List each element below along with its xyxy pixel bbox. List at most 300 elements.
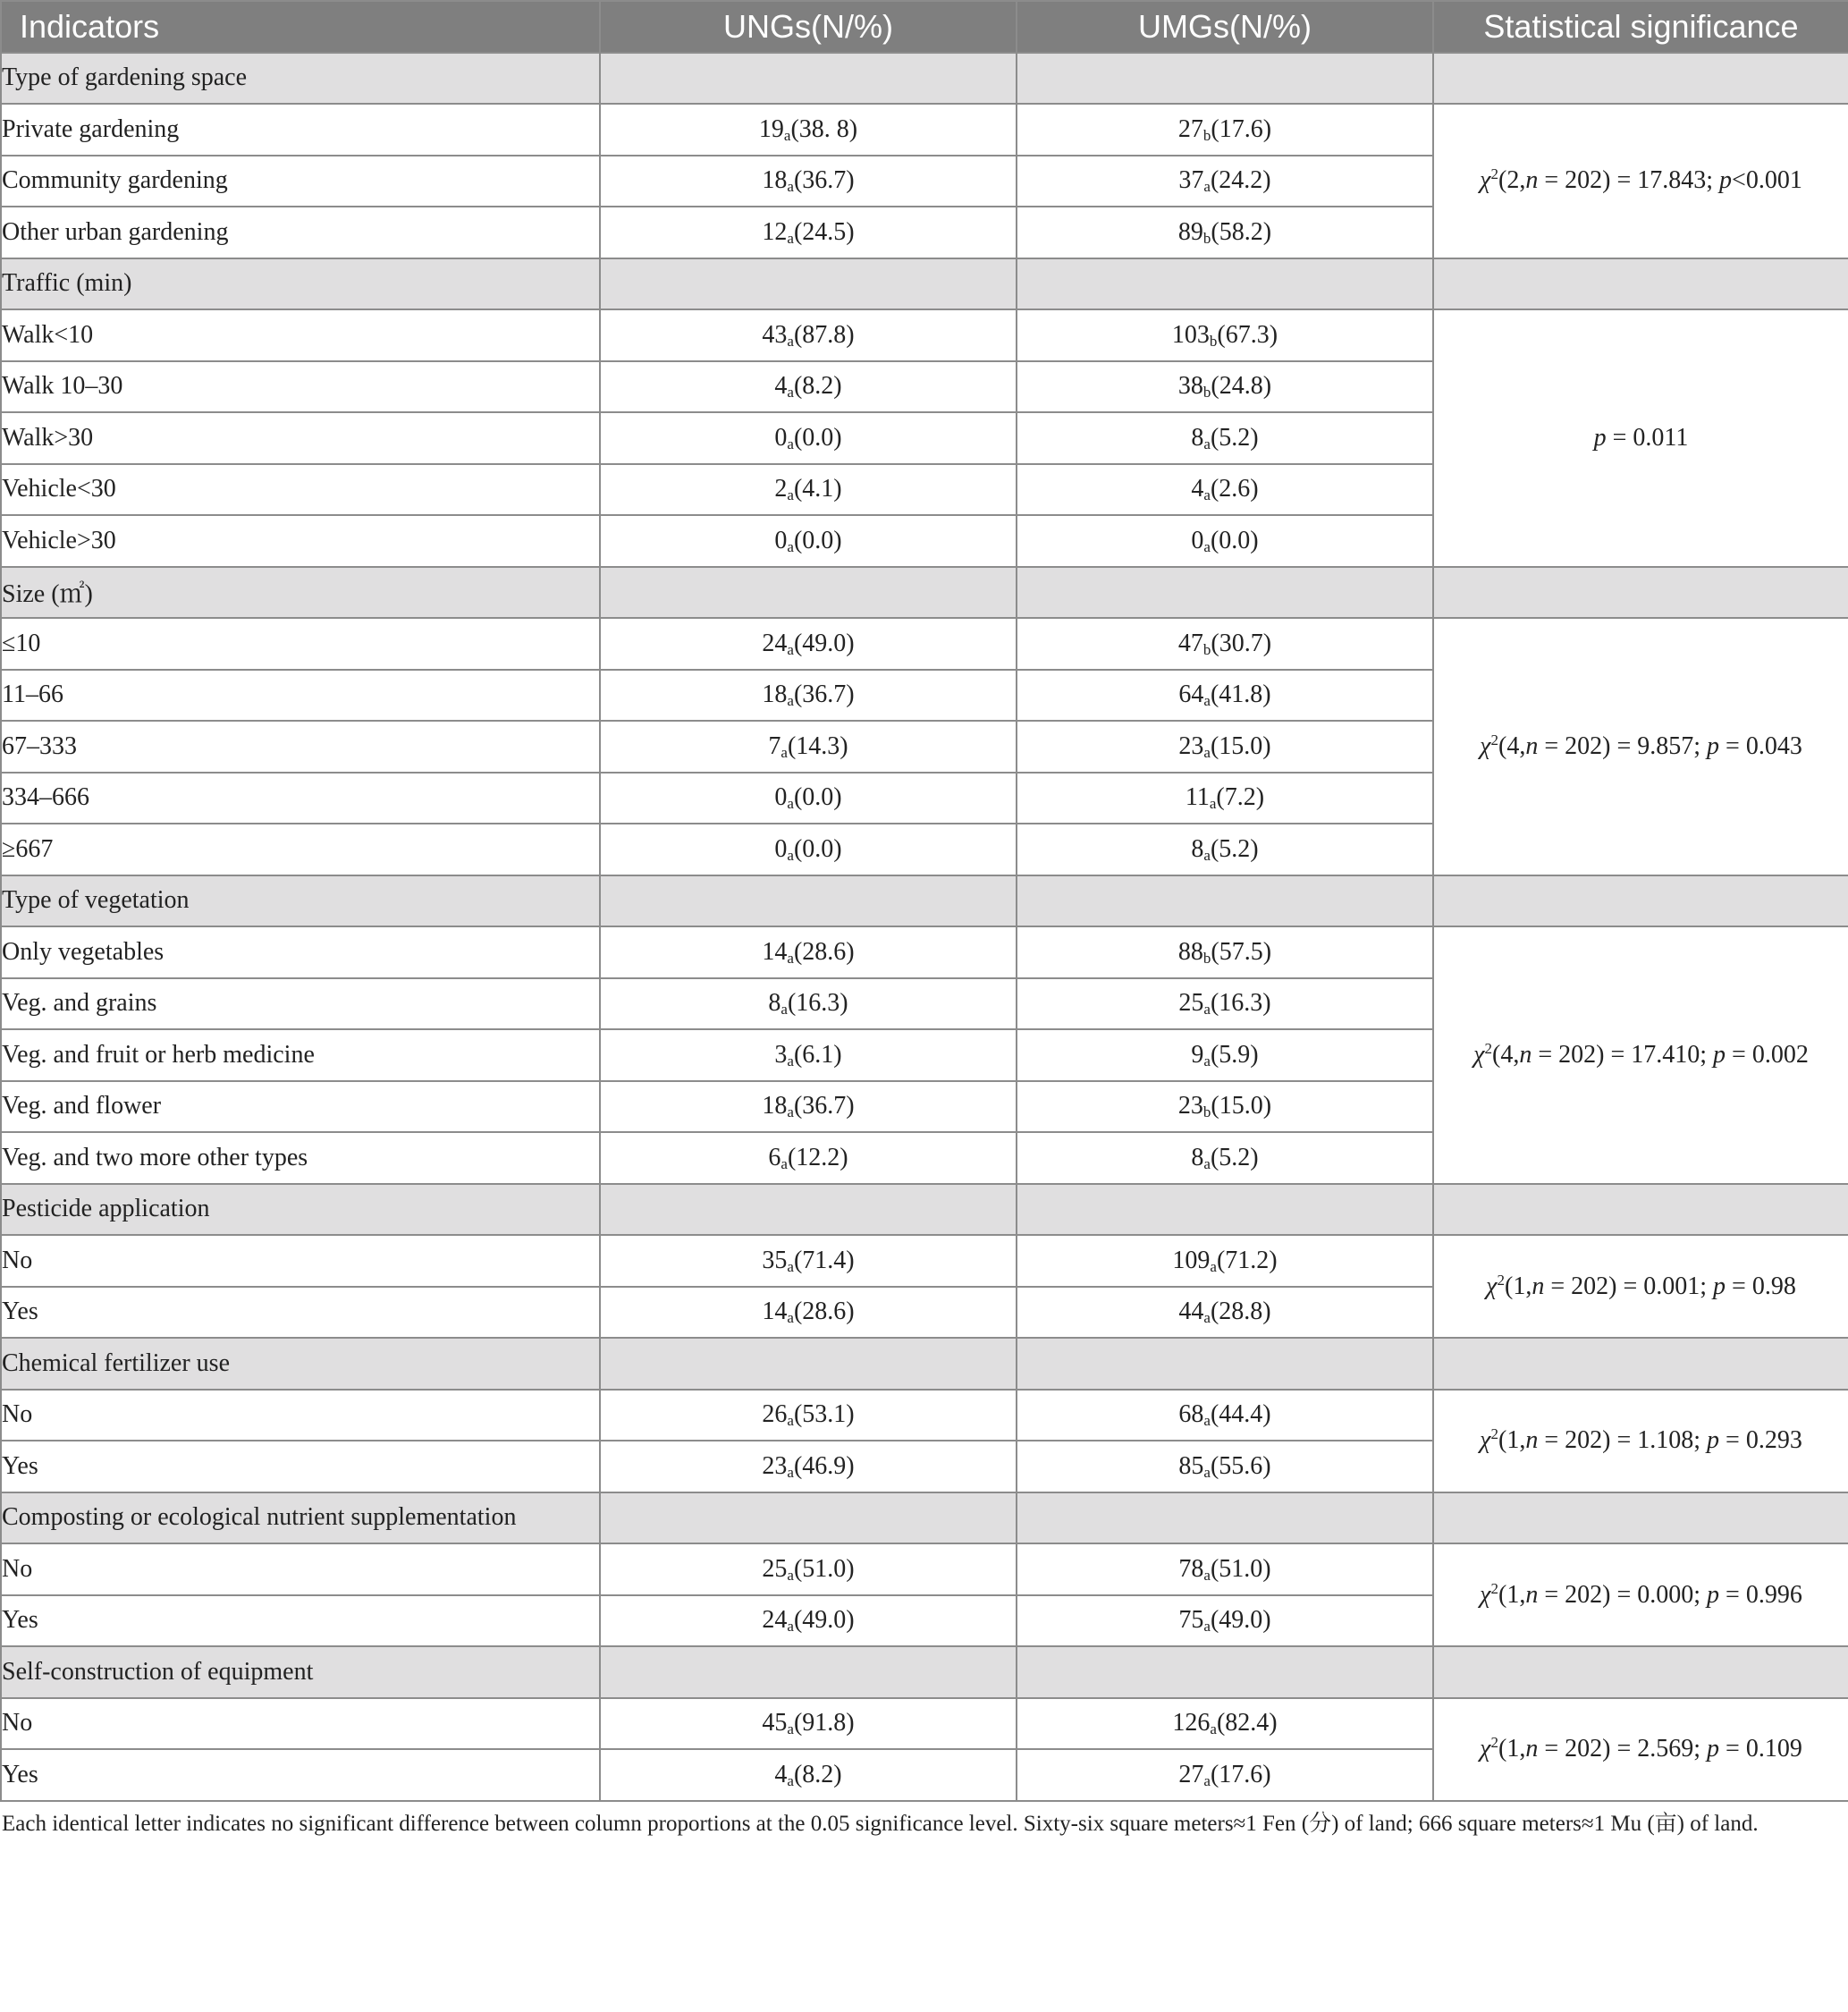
umgs-cell [1017, 1595, 1433, 1647]
ungs-letter: a [787, 1257, 794, 1275]
umgs-count: 4 [1191, 475, 1204, 503]
umgs-percent: (24.2) [1210, 166, 1271, 195]
ungs-count: 18 [762, 1092, 788, 1120]
group-title: Chemical fertilizer use [1, 1338, 600, 1390]
group-title: Composting or ecological nutrient supplementation [1, 1492, 600, 1544]
ungs-cell [600, 104, 1017, 156]
ungs-count: 0 [774, 423, 788, 452]
umgs-cell [1017, 978, 1433, 1030]
umgs-count: 25 [1178, 989, 1204, 1018]
table-row [1, 926, 1848, 978]
umgs-cell [1017, 156, 1433, 207]
ungs-percent: (0.0) [793, 783, 842, 812]
ungs-count: 35 [762, 1246, 788, 1274]
umgs-cell [1017, 309, 1433, 361]
group-empty-cell [1433, 567, 1848, 619]
p-operator: = [1719, 1426, 1746, 1454]
chi-value: 1.108 [1637, 1426, 1694, 1454]
p-value: 0.996 [1745, 1580, 1802, 1609]
group-title: Traffic (min) [1, 258, 600, 310]
group-empty-cell [1433, 875, 1848, 927]
umgs-percent: (15.0) [1210, 731, 1271, 760]
umgs-percent: (67.3) [1217, 320, 1278, 349]
umgs-letter: a [1203, 1566, 1211, 1584]
umgs-letter: a [1203, 1154, 1211, 1172]
umgs-count: 38 [1177, 372, 1203, 401]
sample-size: 202 [1565, 1580, 1603, 1609]
row-label: ≥667 [1, 824, 600, 875]
p-symbol: p [1707, 1580, 1720, 1609]
umgs-count: 126 [1172, 1709, 1211, 1737]
umgs-cell [1017, 824, 1433, 875]
row-label: Walk 10–30 [1, 361, 600, 413]
group-empty-cell [1017, 875, 1433, 927]
umgs-cell [1017, 926, 1433, 978]
umgs-percent: (30.7) [1211, 629, 1272, 657]
ungs-cell [600, 670, 1017, 722]
ungs-cell [600, 1235, 1017, 1287]
significance-cell [1433, 1235, 1848, 1338]
row-label: Walk<10 [1, 309, 600, 361]
ungs-percent: (49.0) [793, 1606, 855, 1635]
ungs-letter: a [787, 1566, 794, 1584]
p-value: 0.293 [1745, 1426, 1802, 1454]
sample-size: 202 [1571, 1272, 1609, 1300]
group-empty-cell [600, 1338, 1017, 1390]
sample-size: 202 [1565, 731, 1603, 760]
p-symbol: p [1713, 1040, 1726, 1069]
ungs-count: 0 [774, 783, 788, 812]
group-header-row [1, 258, 1848, 310]
n-symbol: n [1519, 1040, 1532, 1069]
ungs-letter: a [787, 1463, 794, 1481]
ungs-letter: a [781, 1001, 788, 1019]
ungs-cell [600, 1749, 1017, 1801]
row-label: Yes [1, 1287, 600, 1339]
header-ungs: UNGs(N/%) [600, 1, 1017, 53]
row-label: Veg. and fruit or herb medicine [1, 1029, 600, 1081]
chi-symbol: χ [1480, 1426, 1491, 1454]
group-title: Type of gardening space [1, 53, 600, 105]
group-empty-cell [600, 1646, 1017, 1698]
row-label: Only vegetables [1, 926, 600, 978]
ungs-letter: a [781, 743, 788, 761]
ungs-cell [600, 412, 1017, 464]
umgs-letter: a [1203, 1463, 1211, 1481]
ungs-cell [600, 1595, 1017, 1647]
group-empty-cell [1017, 1338, 1433, 1390]
umgs-count: 9 [1191, 1040, 1204, 1069]
umgs-percent: (5.9) [1210, 1040, 1259, 1069]
ungs-count: 2 [774, 475, 788, 503]
ungs-percent: (0.0) [793, 423, 842, 452]
n-symbol: n [1525, 1426, 1539, 1454]
ungs-letter: a [787, 1412, 794, 1430]
umgs-letter: a [1203, 1309, 1211, 1327]
row-label: 67–333 [1, 721, 600, 773]
umgs-cell [1017, 670, 1433, 722]
umgs-letter: a [1203, 435, 1211, 452]
n-symbol: n [1532, 1272, 1545, 1300]
group-empty-cell [1433, 53, 1848, 105]
row-label: Vehicle>30 [1, 515, 600, 567]
umgs-count: 103 [1171, 320, 1210, 349]
ungs-count: 4 [774, 372, 788, 401]
umgs-percent: (57.5) [1211, 937, 1272, 966]
stat-text: $\chi^2(1,n = 202) = 0.000$; p = 0.996 [1480, 1579, 1802, 1609]
group-header-row [1, 567, 1848, 619]
chi-symbol: χ [1480, 731, 1491, 760]
umgs-percent: (7.2) [1216, 783, 1265, 812]
group-title: Size (㎡) [1, 567, 600, 619]
significance-cell [1433, 1698, 1848, 1801]
p-operator: < [1732, 166, 1746, 195]
ungs-letter: a [787, 384, 794, 402]
umgs-letter: b [1202, 1103, 1211, 1121]
row-label: Private gardening [1, 104, 600, 156]
ungs-count: 23 [762, 1451, 788, 1480]
degrees-of-freedom: 2 [1506, 166, 1520, 195]
sample-size: 202 [1565, 166, 1603, 195]
ungs-percent: (87.8) [793, 320, 855, 349]
table-body [1, 53, 1848, 1801]
group-empty-cell [1433, 1646, 1848, 1698]
umgs-cell [1017, 1235, 1433, 1287]
significance-cell [1433, 309, 1848, 567]
ungs-count: 18 [762, 681, 788, 709]
group-empty-cell [600, 1492, 1017, 1544]
ungs-letter: a [787, 537, 794, 555]
row-label: Veg. and grains [1, 978, 600, 1030]
umgs-cell [1017, 412, 1433, 464]
ungs-percent: (16.3) [787, 989, 848, 1018]
group-empty-cell [1017, 1492, 1433, 1544]
ungs-percent: (12.2) [787, 1143, 848, 1171]
umgs-percent: (41.8) [1210, 681, 1271, 709]
ungs-percent: (28.6) [793, 937, 855, 966]
umgs-percent: (5.2) [1210, 1143, 1259, 1171]
umgs-percent: (82.4) [1216, 1709, 1278, 1737]
umgs-cell [1017, 618, 1433, 670]
ungs-count: 6 [768, 1143, 781, 1171]
ungs-percent: (8.2) [793, 372, 842, 401]
umgs-percent: (44.4) [1210, 1400, 1271, 1429]
umgs-letter: a [1203, 178, 1211, 196]
ungs-letter: a [787, 640, 794, 658]
umgs-percent: (51.0) [1210, 1554, 1271, 1583]
chi-value: 17.843 [1637, 166, 1707, 195]
umgs-cell [1017, 1698, 1433, 1750]
group-empty-cell [600, 875, 1017, 927]
sample-size: 202 [1565, 1735, 1603, 1763]
ungs-letter: a [787, 1309, 794, 1327]
ungs-count: 0 [774, 834, 788, 863]
group-title: Type of vegetation [1, 875, 600, 927]
table-row [1, 1543, 1848, 1595]
ungs-cell [600, 618, 1017, 670]
p-value: 0.043 [1745, 731, 1802, 760]
umgs-count: 23 [1178, 731, 1204, 760]
stat-text: $\chi^2(4,n = 202) = 17.410$; p = 0.002 [1473, 1039, 1809, 1069]
umgs-cell [1017, 1441, 1433, 1492]
umgs-letter: a [1203, 537, 1211, 555]
chi-squared-mark: 2 [1490, 1579, 1498, 1597]
group-empty-cell [1017, 567, 1433, 619]
ungs-cell [600, 773, 1017, 824]
chi-symbol: χ [1486, 1272, 1498, 1300]
group-empty-cell [600, 567, 1017, 619]
umgs-cell [1017, 1029, 1433, 1081]
group-header-row [1, 1338, 1848, 1390]
umgs-letter: a [1209, 795, 1217, 813]
umgs-letter: a [1203, 846, 1211, 864]
umgs-letter: a [1210, 1720, 1217, 1738]
table-row [1, 1235, 1848, 1287]
ungs-cell [600, 721, 1017, 773]
ungs-percent: (38. 8) [790, 114, 858, 143]
chi-squared-mark: 2 [1490, 1425, 1498, 1442]
row-label: No [1, 1390, 600, 1441]
ungs-count: 12 [762, 217, 788, 246]
table-row [1, 1390, 1848, 1441]
stat-text: $\chi^2(1,n = 202) = 1.108$; p = 0.293 [1480, 1425, 1802, 1454]
umgs-percent: (49.0) [1210, 1606, 1271, 1635]
group-title: Self-construction of equipment [1, 1646, 600, 1698]
row-label: 11–66 [1, 670, 600, 722]
stat-text: $\chi^2(2,n = 202) = 17.843$; p<0.001 [1480, 165, 1802, 195]
significance-cell [1433, 926, 1848, 1184]
chi-value: 0.000 [1637, 1580, 1694, 1609]
umgs-letter: b [1202, 640, 1211, 658]
chi-symbol: χ [1480, 1580, 1491, 1609]
group-empty-cell [1017, 1646, 1433, 1698]
umgs-cell [1017, 721, 1433, 773]
ungs-percent: (71.4) [793, 1246, 855, 1274]
sample-size: 202 [1558, 1040, 1597, 1069]
ungs-count: 43 [762, 320, 788, 349]
ungs-cell [600, 309, 1017, 361]
ungs-percent: (46.9) [793, 1451, 855, 1480]
group-empty-cell [1433, 258, 1848, 310]
umgs-count: 0 [1191, 526, 1204, 554]
row-label: No [1, 1698, 600, 1750]
umgs-count: 44 [1178, 1298, 1204, 1326]
p-operator: = [1719, 1580, 1746, 1609]
umgs-cell [1017, 773, 1433, 824]
chi-symbol: χ [1473, 1040, 1485, 1069]
umgs-percent: (71.2) [1216, 1246, 1278, 1274]
ungs-cell [600, 1390, 1017, 1441]
row-label: No [1, 1543, 600, 1595]
table-row [1, 104, 1848, 156]
umgs-letter: a [1203, 692, 1211, 710]
umgs-cell [1017, 1287, 1433, 1339]
p-value: 0.98 [1751, 1272, 1796, 1300]
umgs-count: 64 [1178, 681, 1204, 709]
ungs-percent: (0.0) [793, 526, 842, 554]
ungs-letter: a [787, 1720, 794, 1738]
p-operator: = [1726, 1272, 1752, 1300]
stat-text: p = 0.011 [1593, 423, 1689, 452]
ungs-cell [600, 464, 1017, 516]
ungs-letter: a [787, 1103, 794, 1121]
chi-symbol: χ [1480, 166, 1491, 195]
chi-squared-mark: 2 [1484, 1039, 1492, 1057]
umgs-letter: a [1203, 1618, 1211, 1636]
ungs-cell [600, 207, 1017, 258]
umgs-cell [1017, 1749, 1433, 1801]
chi-value: 9.857 [1637, 731, 1694, 760]
chi-squared-mark: 2 [1490, 1734, 1498, 1751]
umgs-letter: a [1203, 1771, 1211, 1789]
umgs-letter: a [1203, 743, 1211, 761]
ungs-letter: a [787, 435, 794, 452]
degrees-of-freedom: 4 [1506, 731, 1520, 760]
ungs-count: 3 [774, 1040, 788, 1069]
n-symbol: n [1525, 166, 1539, 195]
p-symbol: p [1713, 1272, 1726, 1300]
table-row [1, 309, 1848, 361]
stat-text: $\chi^2(1,n = 202) = 2.569$; p = 0.109 [1480, 1734, 1802, 1763]
ungs-letter: a [787, 178, 794, 196]
umgs-cell [1017, 1132, 1433, 1184]
group-title: Pesticide application [1, 1184, 600, 1236]
header-umgs: UMGs(N/%) [1017, 1, 1433, 53]
ungs-cell [600, 1029, 1017, 1081]
ungs-count: 7 [768, 731, 781, 760]
p-operator: = [1726, 1040, 1752, 1069]
ungs-letter: a [787, 1052, 794, 1069]
ungs-cell [600, 1081, 1017, 1133]
umgs-count: 47 [1177, 629, 1203, 657]
ungs-percent: (91.8) [793, 1709, 855, 1737]
chi-symbol: χ [1480, 1735, 1491, 1763]
umgs-letter: b [1202, 229, 1211, 247]
umgs-count: 37 [1178, 166, 1204, 195]
row-label: 334–666 [1, 773, 600, 824]
significance-cell [1433, 1543, 1848, 1646]
umgs-cell [1017, 1081, 1433, 1133]
ungs-letter: a [787, 795, 794, 813]
row-label: Walk>30 [1, 412, 600, 464]
row-label: Yes [1, 1749, 600, 1801]
group-header-row [1, 875, 1848, 927]
stat-text: $\chi^2(4,n = 202) = 9.857$; p = 0.043 [1480, 731, 1802, 760]
row-label: ≤10 [1, 618, 600, 670]
ungs-letter: a [787, 332, 794, 350]
group-empty-cell [1433, 1338, 1848, 1390]
umgs-percent: (17.6) [1211, 114, 1272, 143]
umgs-count: 88 [1177, 937, 1203, 966]
degrees-of-freedom: 1 [1506, 1580, 1520, 1609]
ungs-cell [600, 1698, 1017, 1750]
umgs-cell [1017, 1543, 1433, 1595]
p-symbol: p [1707, 731, 1720, 760]
ungs-count: 45 [762, 1709, 788, 1737]
p-operator: = [1719, 1735, 1746, 1763]
ungs-letter: a [787, 486, 794, 504]
ungs-count: 18 [762, 166, 788, 195]
umgs-count: 23 [1177, 1092, 1203, 1120]
umgs-cell [1017, 515, 1433, 567]
umgs-count: 8 [1191, 423, 1204, 452]
umgs-percent: (16.3) [1210, 989, 1271, 1018]
umgs-letter: b [1209, 332, 1218, 350]
umgs-count: 78 [1178, 1554, 1204, 1583]
ungs-count: 14 [762, 937, 788, 966]
p-value: 0.011 [1633, 423, 1689, 452]
n-symbol: n [1525, 731, 1539, 760]
umgs-cell [1017, 1390, 1433, 1441]
umgs-percent: (5.2) [1210, 423, 1259, 452]
ungs-count: 4 [774, 1760, 788, 1788]
p-value: 0.001 [1745, 166, 1802, 195]
row-label: Yes [1, 1595, 600, 1647]
umgs-letter: a [1210, 1257, 1217, 1275]
n-symbol: n [1525, 1735, 1539, 1763]
ungs-cell [600, 156, 1017, 207]
umgs-letter: a [1203, 1052, 1211, 1069]
ungs-percent: (24.5) [793, 217, 855, 246]
umgs-letter: a [1203, 486, 1211, 504]
ungs-cell [600, 978, 1017, 1030]
row-label: Community gardening [1, 156, 600, 207]
umgs-letter: b [1202, 126, 1211, 144]
significance-cell [1433, 104, 1848, 258]
umgs-count: 27 [1177, 114, 1203, 143]
chi-value: 2.569 [1637, 1735, 1694, 1763]
umgs-percent: (55.6) [1210, 1451, 1271, 1480]
umgs-count: 11 [1185, 783, 1210, 812]
ungs-letter: a [787, 1618, 794, 1636]
header-significance: Statistical significance [1433, 1, 1848, 53]
ungs-cell [600, 515, 1017, 567]
umgs-count: 27 [1178, 1760, 1204, 1788]
chi-squared-mark: 2 [1490, 165, 1498, 183]
group-empty-cell [600, 53, 1017, 105]
ungs-letter: a [787, 692, 794, 710]
group-empty-cell [600, 1184, 1017, 1236]
ungs-percent: (49.0) [793, 629, 855, 657]
ungs-letter: a [787, 846, 794, 864]
ungs-count: 24 [762, 1606, 788, 1635]
ungs-percent: (8.2) [793, 1760, 842, 1788]
p-symbol: p [1707, 1426, 1720, 1454]
p-value: 0.002 [1751, 1040, 1809, 1069]
umgs-count: 85 [1178, 1451, 1204, 1480]
ungs-count: 8 [768, 989, 781, 1018]
degrees-of-freedom: 1 [1506, 1735, 1520, 1763]
group-empty-cell [1017, 1184, 1433, 1236]
n-symbol: n [1525, 1580, 1539, 1609]
umgs-count: 109 [1172, 1246, 1211, 1274]
umgs-cell [1017, 464, 1433, 516]
group-empty-cell [1017, 258, 1433, 310]
umgs-count: 8 [1191, 834, 1204, 863]
umgs-percent: (2.6) [1210, 475, 1259, 503]
umgs-cell [1017, 361, 1433, 413]
group-empty-cell [1433, 1492, 1848, 1544]
table-row [1, 618, 1848, 670]
group-header-row [1, 1492, 1848, 1544]
ungs-letter: a [781, 1154, 788, 1172]
ungs-percent: (53.1) [793, 1400, 855, 1429]
ungs-cell [600, 1441, 1017, 1492]
ungs-cell [600, 824, 1017, 875]
ungs-count: 14 [762, 1298, 788, 1326]
umgs-percent: (28.8) [1210, 1298, 1271, 1326]
ungs-cell [600, 361, 1017, 413]
